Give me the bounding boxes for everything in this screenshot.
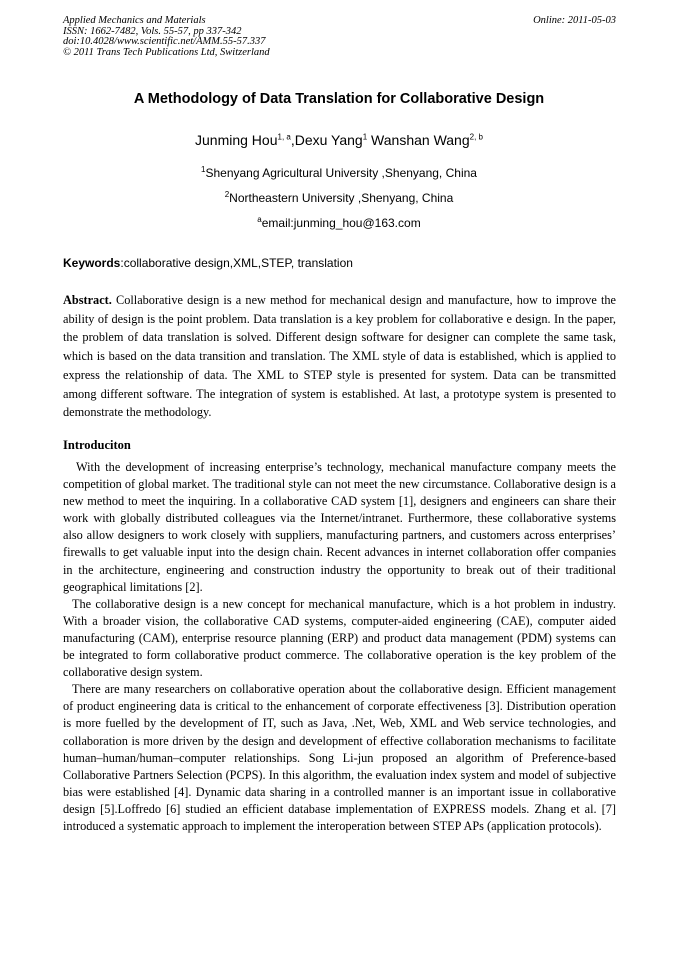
- online-date: Online: 2011-05-03: [533, 15, 616, 26]
- author-name: Wanshan Wang: [367, 132, 470, 148]
- author-name: ,Dexu Yang: [290, 132, 363, 148]
- paragraph-2: The collaborative design is a new concept for mechanical manufacture, which is a hot problem in industry. With a broader vision, the collaborative CAD systems, computer-aided engineering (CAE), computer aided manufacturing (CAM), enterprise resource planning (ERP) and product data management (PDM) systems can be integrated to form collaborative product commerce. The collaborative operation is the key problem of the collaborative design system.: [63, 596, 616, 680]
- author-superscript: 1: [362, 132, 368, 142]
- issn-line: ISSN: 1662-7482, Vols. 55-57, pp 337-342: [63, 25, 242, 37]
- section-body: [63, 459, 616, 835]
- email-text: email:junming_hou@163.com: [261, 216, 421, 230]
- abstract-label: Abstract.: [63, 293, 112, 307]
- journal-name: Applied Mechanics and Materials: [63, 15, 206, 26]
- doi-line: doi:10.4028/www.scientific.net/AMM.55-57.337: [63, 36, 266, 47]
- paragraph-3: There are many researchers on collaborative operation about the collaborative design. Efficient management of product engineering data is critical to the enhancement of corporate effectiveness [3]. Distribution operation is more fuelled by the development of IT, such as Java, .Net, Web, XML and Web service technologies, and collaboration is more driven by the design and development of effective collaboration mechanisms to facilitate human–human/human–computer relationships. Song Li-jun proposed an algorithm of Preference-based Collaborative Partners Selection (PCPS). In this algorithm, the evaluation index system and model of subjective bias were established [4]. Dynamic data sharing in a controlled manner is an important issue in collaborative design [5].Loffredo [6] studied an efficient database implementation of EXPRESS models. Zhang et al. [7] introduced a systematic approach to implement the interoperation between STEP APs (application protocols).: [63, 682, 616, 833]
- email-marker: a: [257, 215, 262, 224]
- paper-title: A Methodology of Data Translation for Collaborative Design: [133, 91, 545, 107]
- affiliation-marker: 2: [224, 190, 230, 199]
- author-superscript: 1, a: [277, 132, 291, 142]
- author-email: [0, 216, 678, 230]
- section-heading: Introduciton: [63, 438, 131, 452]
- keywords: [63, 256, 616, 270]
- affiliation-text: Northeastern University ,Shenyang, China: [229, 191, 454, 205]
- abstract-text: Collaborative design is a new method for mechanical design and manufacture, how to improve the ability of design is the point problem. Data translation is a key problem for collaborative e design. In the paper, the problem of data translation is solved. Different design software for designer can complete the same task, which is based on the data transition and translation. The XML style of data is established, which is applied to express the relationship of data. The XML to STEP style is presented for system. Data can be transmitted among different software. The integration of system is established. At last, a prototype system is presented to demonstrate the methodology.: [63, 293, 616, 420]
- keywords-text: :collaborative design,XML,STEP, translation: [120, 256, 353, 270]
- affiliation-2: [0, 191, 678, 205]
- journal-header: [63, 16, 616, 58]
- keywords-label: Keywords: [63, 256, 121, 270]
- affiliation-text: Shenyang Agricultural University ,Shenyang, China: [205, 166, 477, 180]
- affiliation-1: [0, 166, 678, 180]
- affiliation-marker: 1: [201, 165, 206, 174]
- author-list: [0, 132, 678, 148]
- paragraph-1: With the development of increasing enterprise’s technology, mechanical manufacture company meets the competition of global market. The traditional style can not meet the new circumstance. Collaborative design is a new method to meet the inquiring. In a collaborative CAD system [1], designers and engineers can share their work with globally distributed colleagues via the Internet/intranet. Furthermore, these collaborative systems also allow designers to work closely with suppliers, manufacturing partners, and customers across enterprises’ firewalls to get valuable input into the design chain. Recent advances in internet collaboration offer companies in the architecture, engineering and construction industry the opportunity to break out of their traditional geographical limitations [2].: [63, 460, 616, 594]
- author-superscript: 2, b: [469, 132, 483, 142]
- copyright-line: © 2011 Trans Tech Publications Ltd, Switzerland: [63, 46, 270, 58]
- author-name: Junming Hou: [195, 132, 278, 148]
- abstract: [63, 291, 616, 422]
